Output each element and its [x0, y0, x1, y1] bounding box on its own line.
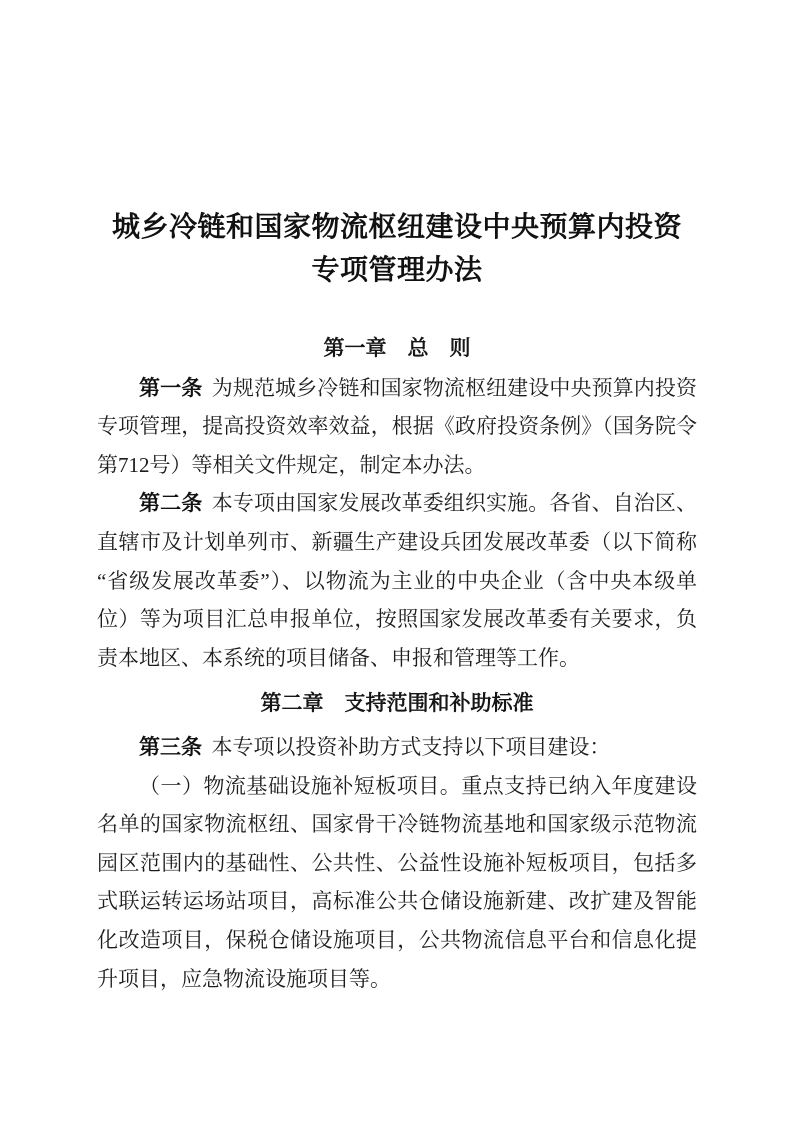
article-1-text: 为规范城乡冷链和国家物流枢纽建设中央预算内投资专项管理，提高投资效率效益，根据《政府投资条例》（国务院令第712号）等相关文件规定，制定本办法。	[97, 375, 698, 477]
article-1	[97, 369, 697, 485]
article-2-text: 本专项由国家发展改革委组织实施。各省、自治区、直辖市及计划单列市、新疆生产建设兵团发展改革委（以下简称“省级发展改革委”）、以物流为主业的中央企业（含中央本级单位）等为项目汇总申报单位，按照国家发展改革委有关要求，负责本地区、本系统的项目储备、申报和管理等工作。	[97, 491, 698, 670]
article-3-label: 第三条	[139, 734, 202, 759]
article-item-1-text: （一）物流基础设施补短板项目。重点支持已纳入年度建设名单的国家物流枢纽、国家骨干冷链物流基地和国家级示范物流园区范围内的基础性、公共性、公益性设施补短板项目，包括多式联运转运场站项目，高标准公共仓储设施新建、改扩建及智能化改造项目，保税仓储设施项目，公共物流信息平台和信息化提升项目，应急物流设施项目等。	[97, 773, 697, 991]
chapter-heading-2: 第二章 支持范围和补助标准	[260, 692, 534, 716]
article-1-label: 第一条	[139, 375, 203, 400]
article-3-text: 本专项以投资补助方式支持以下项目建设：	[211, 734, 611, 759]
article-2	[97, 484, 697, 677]
document-title	[97, 206, 697, 292]
document-title-line-2: 专项管理办法	[311, 255, 483, 286]
article-item-1	[97, 767, 697, 999]
article-2-label: 第二条	[139, 491, 203, 516]
article-3	[97, 728, 697, 767]
chapter-heading-1: 第一章 总 则	[323, 337, 471, 360]
document-title-line-1: 城乡冷链和国家物流枢纽建设中央预算内投资	[111, 212, 682, 243]
